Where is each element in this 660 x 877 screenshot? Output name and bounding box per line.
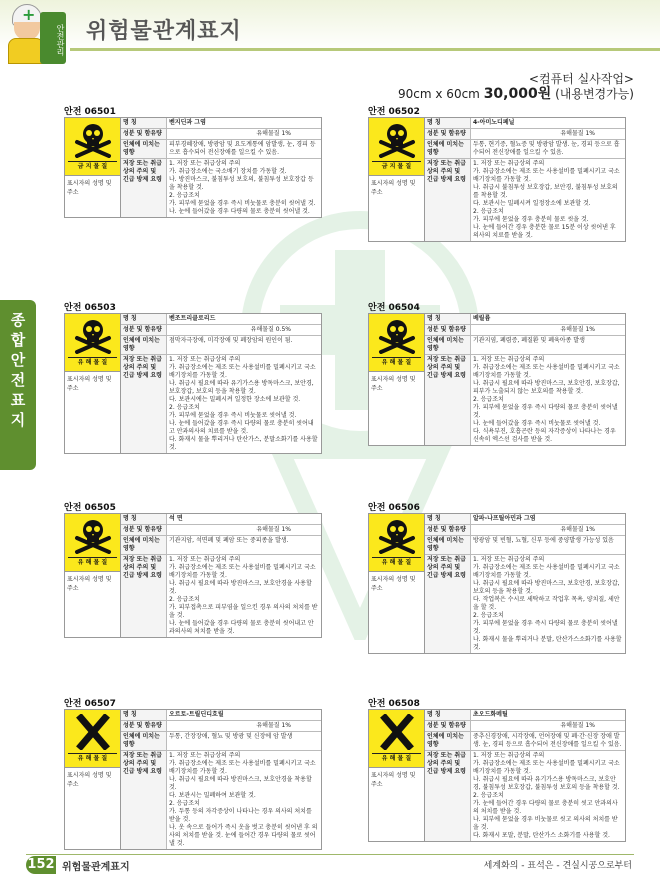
sign-panel xyxy=(368,117,626,242)
product-code: 안전 06506 xyxy=(368,503,420,513)
effect-row xyxy=(121,140,321,159)
effect-row xyxy=(425,140,625,159)
effect-value: 방광암 및 빈혈, 뇨혈, 신부 등에 중양발생 가능성 있음 xyxy=(473,537,614,544)
treatment-line: 가. 피부에 묻었을 경우 즉시 다량의 물로 충분히 씻어낼 것. xyxy=(473,620,618,635)
storage-label: 저장 또는 취급상의 주의 및 긴급 방제 요령 xyxy=(425,751,471,841)
header-rule xyxy=(70,48,660,51)
effect-label: 인체에 미치는 영향 xyxy=(121,140,167,158)
safety-badge: 안전관리 xyxy=(40,12,66,64)
storage-row xyxy=(425,159,625,241)
storage-row xyxy=(425,555,625,653)
sign-panel xyxy=(64,117,322,218)
sign-card xyxy=(368,300,626,446)
sign-info-table xyxy=(121,118,321,217)
product-code: 안전 06503 xyxy=(64,303,116,313)
treatment-line: 나. 취급시 필요에 따라 유기가스용 방독마스크, 보호안경, 불침투성 보호장갑, 불침투성 보호의 등을 착용할 것. xyxy=(473,776,620,791)
harmful-cross-icon xyxy=(377,714,417,750)
effect-row xyxy=(425,732,625,751)
sign-info-table xyxy=(121,514,321,637)
sign-panel xyxy=(64,513,322,638)
name-row xyxy=(425,514,625,525)
sign-panel xyxy=(64,709,322,850)
sign-info-table xyxy=(425,118,625,241)
component-label: 성분 및 함유량 xyxy=(425,129,471,139)
treatment-line: 가. 취급장소에는 제조 또는 사용설비를 밀폐시키고 국소배기장치를 가동할 것. xyxy=(473,168,620,183)
treatment-line: 다. 식욕부진, 호흡곤란 등의 자각증상이 나타나는 경우 신속히 엑스선 검사를 받을 것. xyxy=(473,428,616,443)
treatment-line: 가. 취급장소에는 국소배기 장치를 가동할 것. xyxy=(169,168,287,175)
hazard-symbol xyxy=(369,118,424,176)
component-value: 유해물질 0.5% xyxy=(250,326,291,333)
name-label: 명 칭 xyxy=(121,710,167,720)
effect-row xyxy=(425,336,625,355)
component-value: 유해물질 1% xyxy=(560,326,595,333)
product-code: 안전 06502 xyxy=(368,107,420,117)
treatment-line: 가. 취급장소에는 제조 또는 사용설비를 밀폐시키고 국소배기장치를 가동할 것. xyxy=(473,364,620,379)
treatment-line: 나. 눈에 들어간 경우 충분한 물로 15분 이상 씻어낸 후 의사의 치료를 받을 것. xyxy=(473,224,616,239)
component-label: 성분 및 함유량 xyxy=(121,129,167,139)
component-label: 성분 및 함유량 xyxy=(425,525,471,535)
treatment-line: 가. 눈에 들어간 경우 다량의 물로 충분히 씻고 안과의사의 처치를 받을 것. xyxy=(473,800,618,815)
treatment-line: 나. 취급시 필요에 따라 방진마스크, 보호안경, 보호장갑, 피부가 노출되지 않는 보호의를 착용할 것. xyxy=(473,380,620,395)
treatment-line: 1. 저장 또는 취급상의 주의 xyxy=(169,556,241,563)
treatment-line: 나. 옷 속으로 들어가 즉시 옷을 벗고 충분히 씻어낸 후 의사의 처치를 받을 것. 눈에 들어간 경우 다량의 물로 씻어낼 것. xyxy=(169,824,318,847)
price-info xyxy=(398,72,634,102)
treatment-line: 가. 취급장소에는 제조 또는 사용설비를 밀폐시키고 국소배기장치를 가동할 것. xyxy=(169,760,316,775)
component-row xyxy=(121,721,321,732)
hazard-symbol xyxy=(65,314,120,372)
treatment-line: 1. 저장 또는 취급상의 주의 xyxy=(473,556,545,563)
treatment-text xyxy=(471,355,625,445)
sidetab-char: 표 xyxy=(10,391,26,409)
sign-card xyxy=(368,104,626,242)
treatment-line: 가. 취급장소에는 제조 또는 사용설비를 밀폐시키고 국소배기장치를 가동할 것. xyxy=(473,760,620,775)
name-label: 명 칭 xyxy=(425,514,471,524)
component-row xyxy=(425,721,625,732)
effect-value: 기관지암, 석면폐 및 폐암 또는 중피종을 발생. xyxy=(169,537,289,544)
treatment-line: 가. 두통 등의 자각증상이 나타나는 경우 의사의 처치를 받을 것. xyxy=(169,808,312,823)
substance-name: 오르토-트릴딘디흐릴 xyxy=(169,711,224,718)
component-value: 유해물질 1% xyxy=(560,130,595,137)
supplier-label: 표시자의 성명 및 주소 xyxy=(67,576,112,592)
hazard-symbol xyxy=(369,314,424,372)
hazard-symbol xyxy=(369,514,424,572)
sign-left-column xyxy=(369,710,425,841)
component-value: 유해물질 1% xyxy=(256,722,291,729)
component-label: 성분 및 함유량 xyxy=(121,721,167,731)
storage-label: 저장 또는 취급상의 주의 및 긴급 방제 요령 xyxy=(121,751,167,849)
treatment-line: 2. 응급조치 xyxy=(473,612,504,619)
effect-label: 인체에 미치는 영향 xyxy=(121,732,167,750)
sign-info-table xyxy=(121,314,321,453)
name-row xyxy=(121,118,321,129)
treatment-line: 가. 취급장소에는 제조 또는 사용설비를 밀폐시키고 국소배기장치를 가동할 것. xyxy=(169,364,316,379)
name-row xyxy=(425,710,625,721)
supplier-label: 표시자의 성명 및 주소 xyxy=(371,772,416,788)
sign-info-table xyxy=(425,314,625,445)
product-code: 안전 06501 xyxy=(64,107,116,117)
treatment-text xyxy=(471,751,625,841)
effect-label: 인체에 미치는 영향 xyxy=(121,536,167,554)
treatment-line: 나. 취급시 필요에 따라 방진마스크, 보호안경을 사용할 것. xyxy=(169,580,312,595)
name-label: 명 칭 xyxy=(121,118,167,128)
name-row xyxy=(425,118,625,129)
effect-value: 점막자극장애, 미각장애 및 폐장암의 원인이 됨. xyxy=(169,337,293,344)
substance-name: 알파-나프틸아민과 그염 xyxy=(473,515,536,522)
effect-label: 인체에 미치는 영향 xyxy=(121,336,167,354)
treatment-line: 다. 화재시 포말, 분말, 탄산가스 소화기를 사용할 것. xyxy=(473,832,610,839)
storage-row xyxy=(121,159,321,217)
supplier-label: 표시자의 성명 및 주소 xyxy=(67,772,112,788)
treatment-line: 가. 취급장소에는 제조 또는 사용설비를 밀폐시키고 국소배기장치를 가동할 것. xyxy=(169,564,316,579)
treatment-line: 2. 응급조치 xyxy=(169,404,200,411)
supplier-label: 표시자의 성명 및 주소 xyxy=(371,376,416,392)
substance-name: 석 면 xyxy=(169,515,183,522)
hazard-caption: 금 지 물 질 xyxy=(372,161,421,171)
skull-crossbones-icon xyxy=(73,122,113,158)
component-row xyxy=(121,325,321,336)
price-work-type: <컴퓨터 실사작업> xyxy=(528,72,634,86)
treatment-line: 다. 화재시 물을 뿌리거나 탄산가스, 분말소화기를 사용할 것. xyxy=(169,436,318,451)
hazard-symbol xyxy=(65,710,120,768)
supplier-label: 표시자의 성명 및 주소 xyxy=(67,180,112,196)
storage-label: 저장 또는 취급상의 주의 및 긴급 방제 요령 xyxy=(121,159,167,217)
sign-info-table xyxy=(425,710,625,841)
footer-publisher: 세계화의 - 표석은 - 견실시공으로부터 xyxy=(483,861,632,871)
skull-crossbones-icon xyxy=(377,318,417,354)
substance-name: 초오드화메틸 xyxy=(473,711,508,718)
price-amount: 30,000원 xyxy=(483,86,552,102)
sign-left-column xyxy=(369,514,425,653)
sign-left-column xyxy=(65,710,121,849)
hazard-caption: 유 해 물 질 xyxy=(68,753,117,763)
treatment-line: 다. 보관시에는 밀폐시켜 일정한 장소에 보관할 것. xyxy=(169,396,301,403)
hazard-caption: 유 해 물 질 xyxy=(372,557,421,567)
treatment-line: 1. 저장 또는 취급상의 주의 xyxy=(169,160,241,167)
treatment-line: 다. 보관시는 밀폐시켜 일정장소에 보관할 것. xyxy=(473,200,591,207)
treatment-line: 나. 눈에 들어갔을 경우 다량의 물로 충분히 씻어내고 안과의사의 처치를 받을 것. xyxy=(169,620,314,635)
sign-left-column xyxy=(65,514,121,637)
mascot-illustration xyxy=(2,2,65,64)
product-code: 안전 06508 xyxy=(368,699,420,709)
product-code: 안전 06507 xyxy=(64,699,116,709)
effect-row xyxy=(121,336,321,355)
price-size: 90cm x 60cm xyxy=(398,87,480,101)
storage-label: 저장 또는 취급상의 주의 및 긴급 방제 요령 xyxy=(121,355,167,453)
sidetab-char: 합 xyxy=(10,331,26,349)
name-label: 명 칭 xyxy=(425,710,471,720)
component-value: 유해물질 1% xyxy=(560,722,595,729)
name-row xyxy=(425,314,625,325)
storage-row xyxy=(425,751,625,841)
hazard-caption: 유 해 물 질 xyxy=(68,357,117,367)
component-label: 성분 및 함유량 xyxy=(425,325,471,335)
treatment-line: 나. 피부에 묻었을 경우 비눗물로 씻고 의사의 처치를 받을 것. xyxy=(473,816,618,831)
sign-card xyxy=(368,696,626,842)
treatment-line: 나. 취급시 필요에 따라 유기가스용 방독마스크, 보안경, 보호장갑, 보호의 등을 착용할 것. xyxy=(169,380,314,395)
name-label: 명 칭 xyxy=(121,514,167,524)
storage-label: 저장 또는 취급상의 주의 및 긴급 방제 요령 xyxy=(425,555,471,653)
effect-label: 인체에 미치는 영향 xyxy=(425,336,471,354)
harmful-cross-icon xyxy=(73,714,113,750)
treatment-line: 가. 피부에 묻었을 경우 즉시 비눗물로 충분히 씻어낼 것. xyxy=(169,200,316,207)
treatment-text xyxy=(167,751,321,849)
storage-row xyxy=(121,355,321,453)
hazard-symbol xyxy=(369,710,424,768)
sign-panel xyxy=(368,709,626,842)
component-row xyxy=(425,129,625,140)
effect-value: 기관지염, 폐렴증, 폐질환 및 폐육아종 발생 xyxy=(473,337,585,344)
substance-name: 4-아미노디페닐 xyxy=(473,119,515,126)
component-row xyxy=(121,129,321,140)
name-label: 명 칭 xyxy=(425,314,471,324)
component-value: 유해물질 1% xyxy=(256,130,291,137)
effect-label: 인체에 미치는 영향 xyxy=(425,732,471,750)
treatment-line: 나. 취급시 필요에 따라 방진마스크, 보호안경을 착용할 것. xyxy=(169,776,312,791)
hazard-symbol xyxy=(65,118,120,176)
treatment-text xyxy=(167,159,321,217)
storage-label: 저장 또는 취급상의 주의 및 긴급 방제 요령 xyxy=(425,159,471,241)
treatment-line: 2. 응급조치 xyxy=(169,596,200,603)
storage-label: 저장 또는 취급상의 주의 및 긴급 방제 요령 xyxy=(425,355,471,445)
sign-left-column xyxy=(369,118,425,241)
skull-crossbones-icon xyxy=(377,518,417,554)
effect-value: 두통, 간장장애, 혈뇨 및 방광 및 신장에 암 발생 xyxy=(169,733,293,740)
sidetab-char: 지 xyxy=(10,411,26,429)
sign-panel xyxy=(64,313,322,454)
substance-name: 벤지딘과 그염 xyxy=(169,119,206,126)
price-note: (내용변경가능) xyxy=(555,87,634,101)
component-label: 성분 및 함유량 xyxy=(121,525,167,535)
sign-left-column xyxy=(369,314,425,445)
storage-row xyxy=(121,555,321,637)
effect-row xyxy=(121,536,321,555)
footer-rule xyxy=(26,854,634,855)
sign-left-column xyxy=(65,314,121,453)
hazard-caption: 유 해 물 질 xyxy=(372,357,421,367)
page-title: 위험물관계표지 xyxy=(86,19,242,44)
treatment-text xyxy=(471,159,625,241)
skull-crossbones-icon xyxy=(73,318,113,354)
skull-crossbones-icon xyxy=(73,518,113,554)
product-code: 안전 06505 xyxy=(64,503,116,513)
name-label: 명 칭 xyxy=(121,314,167,324)
hazard-symbol xyxy=(65,514,120,572)
sign-info-table xyxy=(425,514,625,653)
substance-name: 베릴륨 xyxy=(473,315,491,322)
name-label: 명 칭 xyxy=(425,118,471,128)
storage-label: 저장 또는 취급상의 주의 및 긴급 방제 요령 xyxy=(121,555,167,637)
effect-row xyxy=(121,732,321,751)
treatment-line: 1. 저장 또는 취급상의 주의 xyxy=(169,752,241,759)
treatment-line: 나. 화재시 물을 뿌리거나 분말, 탄산가스소화기를 사용할 것. xyxy=(473,636,622,651)
sign-card xyxy=(64,696,322,850)
component-value: 유해물질 1% xyxy=(256,526,291,533)
storage-row xyxy=(121,751,321,849)
treatment-text xyxy=(167,355,321,453)
treatment-line: 나. 눈에 들어갔을 경우 즉시 비눗물로 씻어낼 것. xyxy=(473,420,601,427)
sign-card xyxy=(64,500,322,638)
name-row xyxy=(121,710,321,721)
treatment-line: 가. 피부접촉으로 피부염을 일으킨 경우 의사의 처치를 받을 것. xyxy=(169,604,318,619)
effect-value: 두통, 현기증, 혈뇨증 및 방광암 발생. 눈, 경피 등으로 흡수되어 전신장애를 일으킬 수 있음. xyxy=(473,141,620,156)
sidetab-char: 안 xyxy=(10,351,26,369)
treatment-line: 1. 저장 또는 취급상의 주의 xyxy=(473,160,545,167)
page-footer xyxy=(0,850,660,877)
treatment-line: 가. 피부에 묻었을 경우 즉시 비눗물로 씻어낼 것. xyxy=(169,412,297,419)
treatment-text xyxy=(471,555,625,653)
treatment-line: 가. 취급장소에는 제조 또는 사용설비를 밀폐시키고 국소배기장치를 가동할 것. xyxy=(473,564,620,579)
hazard-caption: 유 해 물 질 xyxy=(372,753,421,763)
mascot-body xyxy=(8,38,44,64)
price-line xyxy=(398,87,634,102)
treatment-line: 2. 응급조치 xyxy=(473,792,504,799)
treatment-line: 다. 보관시는 밀폐하여 보관할 것. xyxy=(169,792,256,799)
effect-label: 인체에 미치는 영향 xyxy=(425,140,471,158)
component-label: 성분 및 함유량 xyxy=(425,721,471,731)
treatment-line: 가. 피부에 묻었을 경우 즉시 다량의 물로 충분히 씻어낼 것. xyxy=(473,404,618,419)
effect-value: 중추신경장애, 시각장애, 언어장애 및 폐·간·신장 장애 발생. 눈, 경피 등으로 흡수되어 전신장애를 일으킬 수 있음. xyxy=(473,733,622,748)
treatment-line: 2. 응급조치 xyxy=(473,396,504,403)
sign-panel xyxy=(368,313,626,446)
skull-crossbones-icon xyxy=(377,122,417,158)
treatment-line: 나. 취급시 불침투성 보호장갑, 보안경, 불침투성 보호의를 착용할 것. xyxy=(473,184,618,199)
effect-row xyxy=(425,536,625,555)
treatment-line: 가. 피부에 묻었을 경우 충분히 물로 씻을 것. xyxy=(473,216,589,223)
treatment-line: 2. 응급조치 xyxy=(169,800,200,807)
sign-info-table xyxy=(121,710,321,849)
treatment-line: 나. 눈에 들어갔을 경우 즉시 다량의 물로 충분히 씻어내고 안과의사의 치료를 받을 것. xyxy=(169,420,314,435)
hazard-caption: 금 지 물 질 xyxy=(68,161,117,171)
hazard-caption: 유 해 물 질 xyxy=(68,557,117,567)
sign-card xyxy=(64,104,322,218)
component-row xyxy=(425,325,625,336)
sign-card xyxy=(64,300,322,454)
sign-panel xyxy=(368,513,626,654)
treatment-line: 1. 저장 또는 취급상의 주의 xyxy=(169,356,241,363)
storage-row xyxy=(425,355,625,445)
sidetab-char: 전 xyxy=(10,371,26,389)
component-label: 성분 및 함유량 xyxy=(121,325,167,335)
page-number: 152 xyxy=(27,857,55,872)
section-sidetab xyxy=(0,300,36,470)
treatment-line: 나. 눈에 들어갔을 경우 다량의 물로 충분히 씻어낼 것. xyxy=(169,208,310,215)
treatment-text xyxy=(167,555,321,637)
treatment-line: 1. 저장 또는 취급상의 주의 xyxy=(473,356,545,363)
component-row xyxy=(425,525,625,536)
name-row xyxy=(121,514,321,525)
treatment-line: 나. 방진마스크, 불침투성 보호의, 불침투성 보호장갑 등을 착용할 것. xyxy=(169,176,314,191)
effect-label: 인체에 미치는 영향 xyxy=(425,536,471,554)
effect-value: 피부경혜장애, 방광암 및 요도계통에 암발생, 눈, 경피 등으로 흡수되어 전신장애를 일으킬 수 있음. xyxy=(169,141,316,156)
component-row xyxy=(121,525,321,536)
treatment-line: 1. 저장 또는 취급상의 주의 xyxy=(473,752,545,759)
sidetab-char: 종 xyxy=(10,311,26,329)
supplier-label: 표시자의 성명 및 주소 xyxy=(371,180,416,196)
treatment-line: 다. 작업복은 수시로 세탁하고 작업후 목욕, 양치질, 세안을 할 것. xyxy=(473,596,620,611)
page-header xyxy=(0,0,660,62)
substance-name: 벤조트리클로리드 xyxy=(169,315,216,322)
supplier-label: 표시자의 성명 및 주소 xyxy=(67,376,112,392)
treatment-line: 나. 취급시 필요에 따라 방진마스크, 보호안경, 보호장갑, 보호의 등을 착용할 것. xyxy=(473,580,620,595)
sign-left-column xyxy=(65,118,121,217)
supplier-label: 표시자의 성명 및 주소 xyxy=(371,576,416,592)
sign-card xyxy=(368,500,626,654)
treatment-line: 2. 응급조치 xyxy=(473,208,504,215)
component-value: 유해물질 1% xyxy=(560,526,595,533)
treatment-line: 2. 응급조치 xyxy=(169,192,200,199)
name-row xyxy=(121,314,321,325)
footer-title: 위험물관계표지 xyxy=(62,862,130,873)
product-code: 안전 06504 xyxy=(368,303,420,313)
